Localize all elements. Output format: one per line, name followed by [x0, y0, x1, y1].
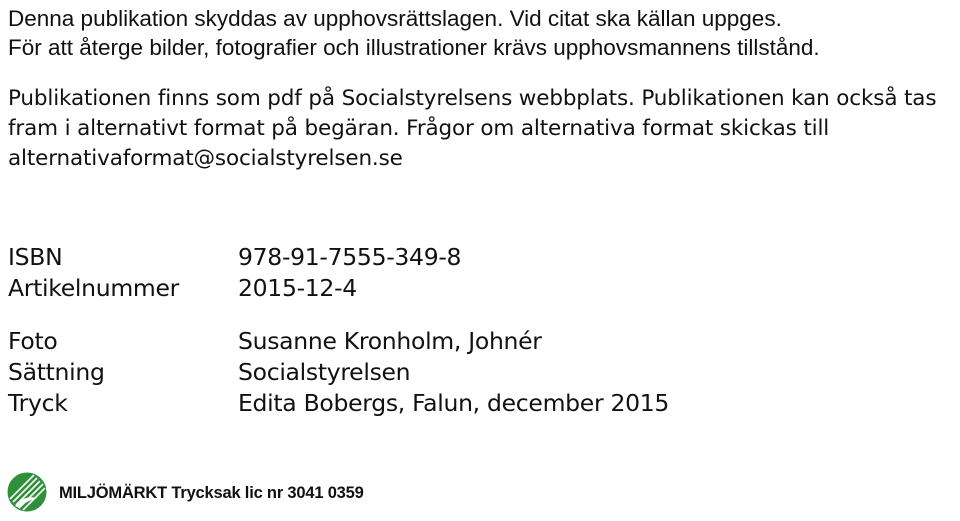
- isbn-label: ISBN: [8, 243, 63, 271]
- isbn-value: 978-91-7555-349-8: [238, 243, 462, 271]
- photo-label: Foto: [8, 327, 58, 355]
- ecolabel: [7, 472, 364, 512]
- ecolabel-license-text: MILJÖMÄRKT Trycksak lic nr 3041 0359: [59, 483, 364, 502]
- photo-value: Susanne Kronholm, Johnér: [238, 327, 542, 355]
- isbn-row: [8, 242, 461, 273]
- print-label: Tryck: [8, 389, 68, 417]
- production-credits: [8, 326, 669, 419]
- identifier-list: [8, 242, 461, 304]
- print-credit-row: [8, 388, 669, 419]
- copyright-notice: [8, 4, 820, 62]
- availability-notice: Publikationen finns som pdf på Socialstyrelsens webbplats. Publikationen kan också tas fram i alternativt format på begäran. Frågor om alternativa format skickas till alternativaformat@socialstyrelsen.se: [8, 86, 937, 171]
- article-number-row: [8, 273, 461, 304]
- typesetting-credit-row: [8, 357, 669, 388]
- article-number-label: Artikelnummer: [8, 274, 180, 302]
- copyright-line-1: Denna publikation skyddas av upphovsrättslagen. Vid citat ska källan uppges.: [8, 6, 782, 31]
- nordic-swan-ecolabel-icon: [7, 472, 47, 512]
- copyright-line-2: För att återge bilder, fotografier och illustrationer krävs upphovsmannens tillstånd.: [8, 35, 820, 60]
- photo-credit-row: [8, 326, 669, 357]
- article-number-value: 2015-12-4: [238, 274, 357, 302]
- print-value: Edita Bobergs, Falun, december 2015: [238, 389, 670, 417]
- typesetting-value: Socialstyrelsen: [238, 358, 411, 386]
- typesetting-label: Sättning: [8, 358, 105, 386]
